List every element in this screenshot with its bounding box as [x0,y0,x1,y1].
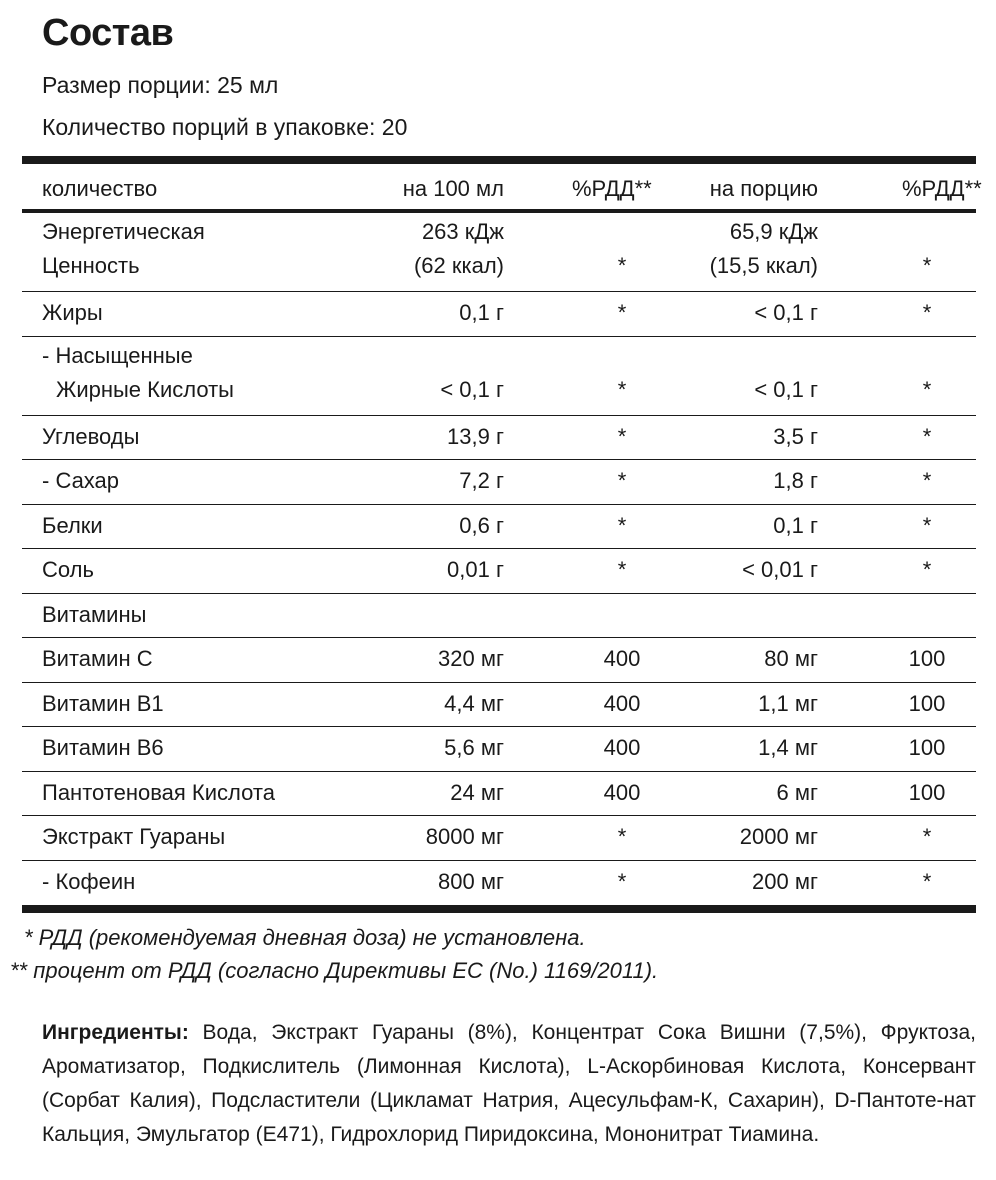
row-name: Пантотеновая Кислота [42,779,275,805]
row-rdd1: 400 [603,779,641,805]
row-rdd2: 100 [908,646,946,671]
row-serving: 3,5 г [773,423,818,449]
table-row-energy [22,213,976,292]
servings-per-pack: Количество порций в упаковке: 20 [42,114,408,140]
table-header-row [22,164,982,213]
header-name: количество [42,176,158,201]
row-name: Витамин В1 [42,690,164,716]
table-row [22,416,976,461]
row-rdd2: 100 [908,779,946,805]
page-title: Состав [42,12,174,54]
header-per100: на 100 мл [402,176,504,201]
table-row-fat [22,292,976,337]
table-row [22,861,976,906]
energy-rdd2: * [922,253,932,278]
energy-rdd1: * [617,253,627,278]
row-serving: 6 мг [776,779,818,805]
row-rdd2: * [922,468,932,493]
row-rdd1: 400 [603,735,641,760]
row-serving: < 0,01 г [742,557,818,582]
row-serving: 1,1 мг [758,690,818,716]
row-name: Витамины [42,601,147,627]
table-row [22,772,976,817]
table-row [22,549,976,594]
row-per100: 800 мг [438,868,504,894]
row-rdd1: 400 [603,646,641,671]
serving-size: Размер порции: 25 мл [42,72,279,98]
row-name: Углеводы [42,423,140,449]
row-per100: 320 мг [438,646,504,671]
row-rdd1: * [617,868,627,894]
row-rdd1: 400 [603,690,641,716]
fat-rdd2: * [922,300,932,325]
row-name: Экстракт Гуараны [42,824,226,849]
row-name: - Сахар [42,468,120,493]
table-row [22,505,976,550]
row-per100: 8000 мг [425,824,504,849]
footnote-rdd-not-set: * РДД (рекомендуемая дневная доза) не установлена. [24,925,586,950]
row-serving: 2000 мг [739,824,818,849]
energy-name-line1: Энергетическая [42,219,205,244]
nutrition-table [22,156,982,913]
row-rdd2: * [922,512,932,538]
row-rdd1: * [617,824,627,849]
table-row [22,638,976,683]
ingredients-text: Вода, Экстракт Гуараны (8%), Концентрат Сока Вишни (7,5%), Фруктоза, Ароматизатор, Подкислитель (Лимонная Кислота), L-Аскорбиновая Кислота, Консервант (Сорбат Калия), Подсластители (Цикламат Натрия, Ацесульфам-К, Сахарин), D-Пантоте-нат Кальция, Эмульгатор (Е471), Гидрохлорид Пиридоксина, Мононитрат Тиамина. [42,1021,976,1146]
row-rdd2: * [922,423,932,449]
table-row-saturated [22,337,976,416]
row-rdd2: 100 [908,735,946,760]
row-rdd2: * [922,868,932,894]
row-rdd1: * [617,423,627,449]
header-per-serving: на порцию [709,176,818,201]
row-name: Витамин В6 [42,735,164,760]
fat-per100: 0,1 г [459,300,504,325]
row-serving: 0,1 г [773,512,818,538]
table-row [22,727,976,772]
row-name: Витамин С [42,646,153,671]
ingredients-label: Ингредиенты: [42,1021,189,1044]
saturated-serving: < 0,1 г [754,376,818,402]
row-rdd2: * [922,557,932,582]
ingredients-paragraph [42,1016,976,1152]
fat-name: Жиры [42,300,103,325]
row-name: - Кофеин [42,868,136,894]
row-per100: 0,6 г [459,512,504,538]
row-serving: 200 мг [752,868,818,894]
row-per100: 4,4 мг [444,690,504,716]
energy-serving-line2: (15,5 ккал) [709,253,818,278]
saturated-name-line2: Жирные Кислоты [56,376,234,402]
row-serving: 80 мг [764,646,818,671]
row-per100: 7,2 г [459,468,504,493]
row-per100: 24 мг [450,779,504,805]
energy-name-line2: Ценность [42,253,140,278]
saturated-per100: < 0,1 г [440,376,504,402]
saturated-rdd2: * [922,376,932,402]
energy-per100-line2: (62 ккал) [413,253,504,278]
saturated-name-line1: - Насыщенные [42,342,193,368]
saturated-rdd1: * [617,376,627,402]
row-rdd1: * [617,557,627,582]
header-rdd2: %РДД** [902,176,982,201]
table-bottom-rule [22,905,976,913]
fat-serving: < 0,1 г [754,300,818,325]
table-row [22,460,976,505]
table-row [22,683,976,728]
header-rdd1: %РДД** [572,176,652,201]
table-row-vitamins-heading [22,594,976,639]
row-rdd2: 100 [908,690,946,716]
row-per100: 0,01 г [447,557,504,582]
row-serving: 1,8 г [773,468,818,493]
row-serving: 1,4 мг [758,735,818,760]
row-rdd2: * [922,824,932,849]
row-rdd1: * [617,468,627,493]
row-per100: 5,6 мг [444,735,504,760]
footnote-rdd-percent: ** процент от РДД (согласно Директивы ЕС (No.) 1169/2011). [10,958,659,983]
row-rdd1: * [617,512,627,538]
fat-rdd1: * [617,300,627,325]
table-row [22,816,976,861]
row-name: Соль [42,557,94,582]
energy-per100-line1: 263 кДж [421,219,504,244]
table-top-rule [22,156,976,164]
row-per100: 13,9 г [447,423,504,449]
energy-serving-line1: 65,9 кДж [729,219,818,244]
row-name: Белки [42,512,103,538]
